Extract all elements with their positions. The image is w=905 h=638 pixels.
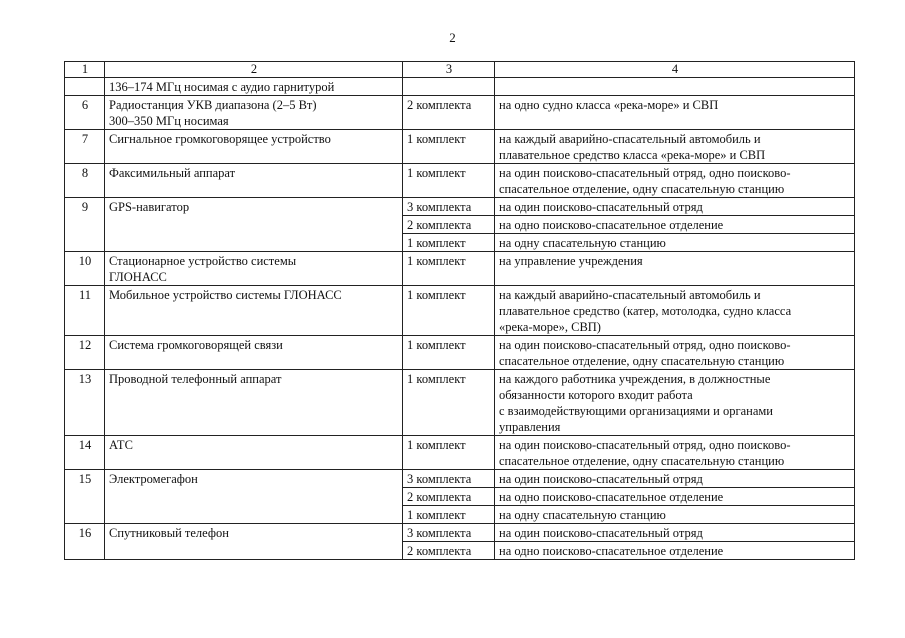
page-number: 2 bbox=[449, 30, 456, 45]
table-row bbox=[65, 198, 855, 216]
row-number: 11 bbox=[65, 286, 105, 336]
allocation-note: на один поисково-спасательный отряд, одно поисково- спасательное отделение, одну спасательную станцию bbox=[495, 436, 855, 470]
table-row bbox=[65, 164, 855, 198]
header-cell-4: 4 bbox=[495, 62, 855, 78]
quantity: 2 комплекта bbox=[403, 542, 495, 560]
allocation-note: на один поисково-спасательный отряд, одно поисково- спасательное отделение, одну спасательную станцию bbox=[495, 336, 855, 370]
allocation-note: на управление учреждения bbox=[495, 252, 855, 286]
allocation-note: на каждого работника учреждения, в должностные обязанности которого входит работа с взаимодействующими организациями и органами управления bbox=[495, 370, 855, 436]
row-number: 6 bbox=[65, 96, 105, 130]
header-cell-3: 3 bbox=[403, 62, 495, 78]
quantity: 2 комплекта bbox=[403, 488, 495, 506]
item-name: Электромегафон bbox=[105, 470, 403, 524]
allocation-note bbox=[495, 78, 855, 96]
quantity: 3 комплекта bbox=[403, 524, 495, 542]
row-number: 16 bbox=[65, 524, 105, 560]
quantity: 3 комплекта bbox=[403, 198, 495, 216]
equipment-table bbox=[64, 61, 855, 560]
item-name: Мобильное устройство системы ГЛОНАСС bbox=[105, 286, 403, 336]
row-number: 15 bbox=[65, 470, 105, 524]
quantity: 1 комплект bbox=[403, 506, 495, 524]
item-name: Факсимильный аппарат bbox=[105, 164, 403, 198]
allocation-note: на одно поисково-спасательное отделение bbox=[495, 216, 855, 234]
item-name: Стационарное устройство системы ГЛОНАСС bbox=[105, 252, 403, 286]
table-row bbox=[65, 286, 855, 336]
allocation-note: на один поисково-спасательный отряд bbox=[495, 524, 855, 542]
table-row bbox=[65, 470, 855, 488]
quantity: 1 комплект bbox=[403, 164, 495, 198]
item-name: 136–174 МГц носимая с аудио гарнитурой bbox=[105, 78, 403, 96]
table-row bbox=[65, 336, 855, 370]
quantity: 2 комплекта bbox=[403, 216, 495, 234]
item-name: Спутниковый телефон bbox=[105, 524, 403, 560]
quantity: 1 комплект bbox=[403, 130, 495, 164]
quantity: 1 комплект bbox=[403, 252, 495, 286]
allocation-note: на один поисково-спасательный отряд bbox=[495, 470, 855, 488]
continuation-row bbox=[65, 78, 855, 96]
allocation-note: на каждый аварийно-спасательный автомобиль и плавательное средство (катер, мотолодка, судно класса «река-море», СВП) bbox=[495, 286, 855, 336]
row-number: 8 bbox=[65, 164, 105, 198]
quantity: 2 комплекта bbox=[403, 96, 495, 130]
quantity: 1 комплект bbox=[403, 370, 495, 436]
allocation-note: на одну спасательную станцию bbox=[495, 234, 855, 252]
quantity: 3 комплекта bbox=[403, 470, 495, 488]
allocation-note: на один поисково-спасательный отряд bbox=[495, 198, 855, 216]
item-name: Система громкоговорящей связи bbox=[105, 336, 403, 370]
item-name: GPS-навигатор bbox=[105, 198, 403, 252]
item-name: АТС bbox=[105, 436, 403, 470]
table-row bbox=[65, 524, 855, 542]
row-number bbox=[65, 78, 105, 96]
table-row bbox=[65, 370, 855, 436]
quantity: 1 комплект bbox=[403, 436, 495, 470]
header-row bbox=[65, 62, 855, 78]
item-name: Сигнальное громкоговорящее устройство bbox=[105, 130, 403, 164]
row-number: 10 bbox=[65, 252, 105, 286]
table-row bbox=[65, 436, 855, 470]
allocation-note: на один поисково-спасательный отряд, одно поисково- спасательное отделение, одну спасательную станцию bbox=[495, 164, 855, 198]
header-cell-2: 2 bbox=[105, 62, 403, 78]
row-number: 7 bbox=[65, 130, 105, 164]
item-name: Проводной телефонный аппарат bbox=[105, 370, 403, 436]
row-number: 12 bbox=[65, 336, 105, 370]
allocation-note: на одно поисково-спасательное отделение bbox=[495, 542, 855, 560]
item-name: Радиостанция УКВ диапазона (2–5 Вт) 300–350 МГц носимая bbox=[105, 96, 403, 130]
allocation-note: на одно поисково-спасательное отделение bbox=[495, 488, 855, 506]
allocation-note: на одно судно класса «река-море» и СВП bbox=[495, 96, 855, 130]
quantity: 1 комплект bbox=[403, 234, 495, 252]
allocation-note: на одну спасательную станцию bbox=[495, 506, 855, 524]
header-cell-1: 1 bbox=[65, 62, 105, 78]
row-number: 13 bbox=[65, 370, 105, 436]
table-row bbox=[65, 130, 855, 164]
quantity bbox=[403, 78, 495, 96]
row-number: 14 bbox=[65, 436, 105, 470]
quantity: 1 комплект bbox=[403, 336, 495, 370]
quantity: 1 комплект bbox=[403, 286, 495, 336]
table-row bbox=[65, 252, 855, 286]
allocation-note: на каждый аварийно-спасательный автомобиль и плавательное средство класса «река-море» и СВП bbox=[495, 130, 855, 164]
table-row bbox=[65, 96, 855, 130]
row-number: 9 bbox=[65, 198, 105, 252]
